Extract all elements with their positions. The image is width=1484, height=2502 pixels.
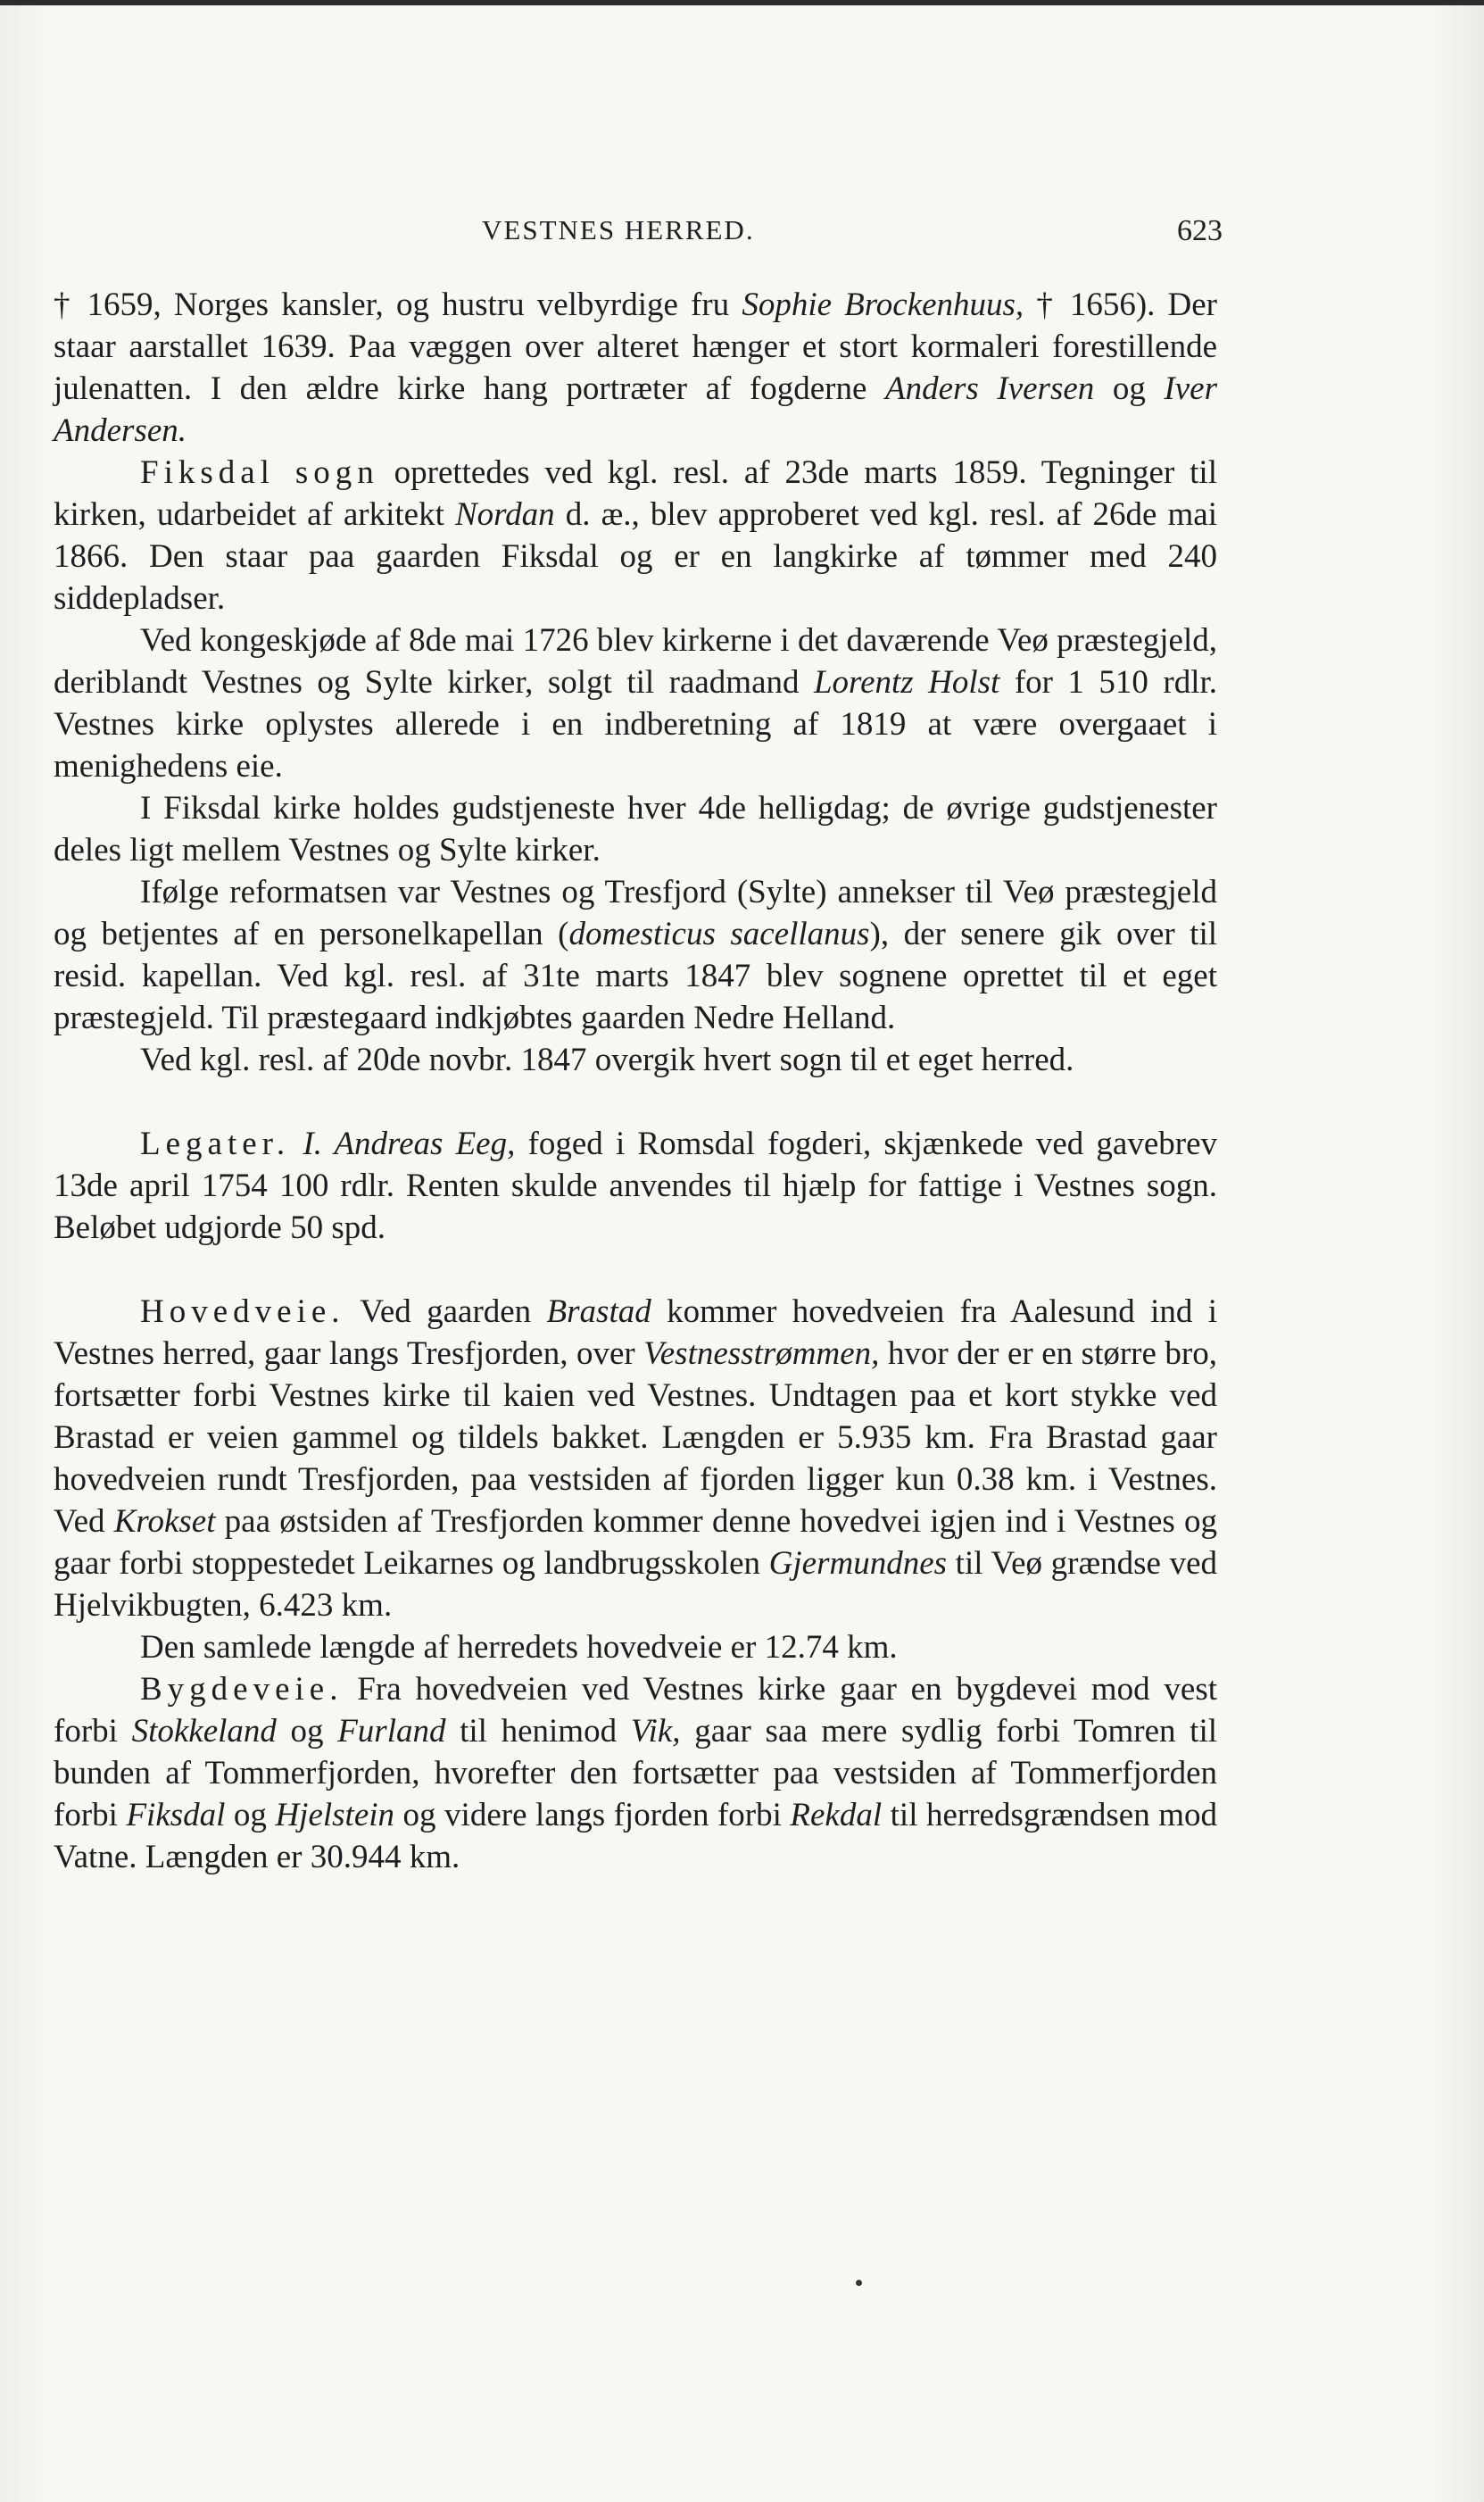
place-name: Fiksdal [126, 1797, 226, 1833]
text-run: gaar saa mere sydlig forbi Tomren til bunden af Tommerfjorden, hvorefter den fortsætter paa vestsiden af Tommerfjorden forbi [54, 1713, 1218, 1833]
text-run: Ved kgl. resl. af 20de novbr. 1847 overgik hvert sogn til et eget herred. [140, 1042, 1074, 1078]
place-name: Stokkeland [131, 1713, 277, 1750]
text-run: til Veø grændse ved Hjelvikbugten, 6.423 km. [54, 1545, 1217, 1624]
place-name: Hjelstein [275, 1797, 395, 1833]
text-run [290, 1126, 303, 1162]
paragraph-total-length [54, 1626, 1217, 1668]
section-label: Fiksdal sogn [140, 454, 379, 491]
header-title: VESTNES HERRED. [482, 214, 755, 245]
place-name: Brastad [546, 1293, 651, 1330]
section-label: Bygdeveie. [140, 1671, 344, 1708]
text-run: Ved gaarden [344, 1293, 547, 1330]
section-gap [54, 1249, 1217, 1291]
person-name: I. Andreas Eeg, [303, 1126, 516, 1162]
paragraph-3 [54, 619, 1217, 787]
running-header [54, 214, 1223, 259]
text-run: og [1094, 370, 1165, 407]
text-run: til herredsgrændsen mod Vatne. Længden er 30.944 km. [54, 1797, 1217, 1875]
text-run: og [225, 1797, 276, 1833]
text-run: paa østsiden af Tresfjorden kommer denne hovedvei igjen ind i Vestnes og gaar forbi stoppestedet Leikarnes og landbrugsskolen [54, 1503, 1217, 1582]
text-run: † 1659, Norges kansler, og hustru velbyrdige fru [54, 287, 742, 323]
paragraph-4 [54, 787, 1217, 871]
text-run: † 1656). Der staar aarstallet 1639. Paa væggen over alteret hænger et stort kormaleri forestillende julenatten. I den ældre kirke hang portræter af fogderne [54, 287, 1217, 407]
paragraph-2 [54, 452, 1217, 619]
text-run: foged i Romsdal fogderi, skjænkede ved gavebrev 13de april 1754 100 rdlr. Renten skulde anvendes til hjælp for fattige i Vestnes sogn. Beløbet udgjorde 50 spd. [54, 1126, 1218, 1246]
section-label: Hovedveie. [140, 1293, 345, 1330]
paragraph-hovedveie [54, 1291, 1217, 1626]
person-name: Iver Andersen. [54, 370, 1217, 449]
section-label: Legater. [140, 1126, 291, 1162]
place-name: Vik, [630, 1713, 681, 1750]
text-run: for 1 510 rdlr. Vestnes kirke oplystes allerede i en indberetning af 1819 at være overgaaet i menighedens eie. [54, 664, 1217, 785]
text-run: til henimod [445, 1713, 631, 1750]
section-gap [54, 1081, 1217, 1123]
text-run: Ved kongeskjøde af 8de mai 1726 blev kirkerne i det daværende Veø præstegjeld, deriblandt Vestnes og Sylte kirker, solgt til raadmand [54, 622, 1217, 701]
place-name: Gjermundnes [768, 1545, 948, 1582]
text-body [54, 284, 1217, 1878]
person-name: Lorentz Holst [813, 664, 1000, 701]
text-run: kommer hovedveien fra Aalesund ind i Vestnes herred, gaar langs Tresfjorden, over [54, 1293, 1217, 1372]
paragraph-bygdeveie [54, 1668, 1217, 1878]
text-run: I Fiksdal kirke holdes gudstjeneste hver 4de helligdag; de øvrige gudstjenester deles ligt mellem Vestnes og Sylte kirker. [54, 790, 1217, 869]
person-name: Anders Iversen [885, 370, 1095, 407]
text-run: hvor der er en større bro, fortsætter forbi Vestnes kirke til kaien ved Vestnes. Undtagen paa et kort stykke ved Brastad er veien gammel og tildels bakket. Længden er 5.935 km. Fra Brastad gaar hovedveien rundt Tresfjorden, paa vestsiden af fjorden ligger kun 0.38 km. i Vestnes. Ved [54, 1335, 1217, 1540]
person-name: Nordan [454, 496, 555, 533]
page-number: 623 [1177, 214, 1223, 247]
text-run: og [276, 1713, 338, 1750]
person-name: Sophie Brockenhuus, [742, 287, 1024, 323]
text-run: ), der senere gik over til resid. kapellan. Ved kgl. resl. af 31te marts 1847 blev sognene oprettet til et eget præstegjeld. Til præstegaard indkjøbtes gaarden Nedre Helland. [54, 916, 1217, 1036]
text-run: Fra hovedveien ved Vestnes kirke gaar en bygdevei mod vest forbi [54, 1671, 1217, 1750]
text-run: og videre langs fjorden forbi [394, 1797, 791, 1833]
paragraph-6 [54, 1039, 1217, 1081]
text-run: Ifølge reformatsen var Vestnes og Tresfjord (Sylte) annekser til Veø præstegjeld og betjentes af en personelkapellan ( [54, 874, 1217, 952]
paragraph-legater [54, 1123, 1217, 1249]
text-run: Den samlede længde af herredets hovedveie er 12.74 km. [140, 1629, 898, 1666]
text-run: oprettedes ved kgl. resl. af 23de marts 1859. Tegninger til kirken, udarbeidet af arkitekt [54, 454, 1217, 533]
place-name: Rekdal [790, 1797, 883, 1833]
paragraph-5 [54, 871, 1217, 1039]
latin-term: domesticus sacellanus [568, 916, 870, 952]
place-name: Furland [337, 1713, 446, 1750]
paragraph-1 [54, 284, 1217, 452]
text-run: d. æ., blev approberet ved kgl. resl. af 26de mai 1866. Den staar paa gaarden Fiksdal og er en langkirke af tømmer med 240 siddepladser. [54, 496, 1218, 617]
scan-edge [0, 0, 1484, 5]
place-name: Krokset [113, 1503, 216, 1540]
place-name: Vestnesstrømmen, [643, 1335, 880, 1372]
ink-speck [856, 2280, 862, 2286]
